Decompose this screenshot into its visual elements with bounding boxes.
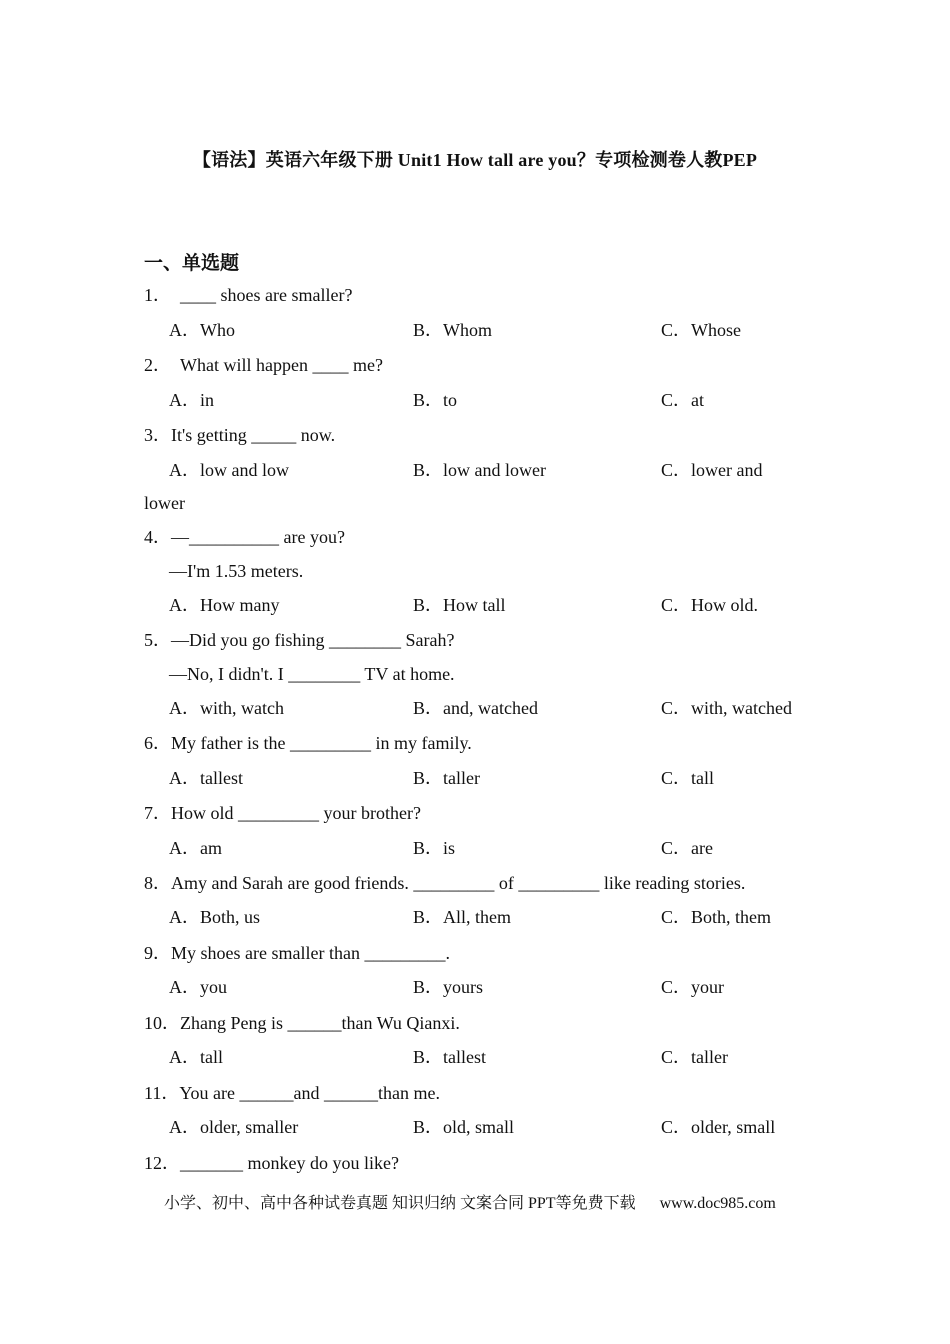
footer-text: 小学、初中、高中各种试卷真题 知识归纳 文案合同 PPT等免费下载 [164,1195,636,1212]
question-7-stem: 7．How old _________ your brother? [144,803,421,823]
footer-url[interactable]: www.doc985.com [659,1195,776,1212]
question-10-stem: 10．Zhang Peng is ______than Wu Qianxi. [144,1013,460,1033]
question-6-option-b: B．taller [413,768,480,788]
question-11-option-c: C．older, small [661,1117,776,1137]
question-6-option-c: C．tall [661,768,714,788]
question-11-stem: 11．You are ______and ______than me. [144,1083,440,1103]
question-6-stem: 6．My father is the _________ in my family. [144,733,472,753]
question-3-option-a: A．low and low [169,460,289,480]
question-7-option-b: B．is [413,838,456,858]
question-9-stem: 9．My shoes are smaller than _________. [144,943,450,963]
question-3-option-b: B．low and lower [413,460,546,480]
question-2-option-b: B．to [413,390,458,410]
question-3-option-c: C．lower and [661,460,763,480]
question-9-option-c: C．your [661,977,724,997]
question-11-option-b: B．old, small [413,1117,515,1137]
question-4-stem: 4．—__________ are you? [144,527,345,547]
question-10-option-c: C．taller [661,1047,728,1067]
question-5-option-c: C．with, watched [661,698,792,718]
question-4-option-a: A．How many [169,595,280,615]
question-3-option-c-continued: lower [144,493,185,513]
question-4-option-c: C．How old. [661,595,759,615]
question-1-stem: 1． ____ shoes are smaller? [144,285,353,305]
page-title: 【语法】英语六年级下册 Unit1 How tall are you？专项检测卷人教PEP [192,150,758,170]
question-11-option-a: A．older, smaller [169,1117,299,1137]
question-9-option-a: A．you [169,977,227,997]
question-3-stem: 3．It's getting _____ now. [144,425,336,445]
question-8-option-a: A．Both, us [169,907,261,927]
question-10-option-a: A．tall [169,1047,223,1067]
section-heading: 一、单选题 [144,253,240,274]
question-5-stem: 5．—Did you go fishing ________ Sarah? [144,630,455,650]
question-2-option-c: C．at [661,390,704,410]
question-8-option-b: B．All, them [413,907,511,927]
question-1-option-c: C．Whose [661,320,741,340]
question-9-option-b: B．yours [413,977,484,997]
question-5-stem-line-2: —No, I didn't. I ________ TV at home. [169,664,455,684]
question-6-option-a: A．tallest [169,768,243,788]
question-4-option-b: B．How tall [413,595,506,615]
question-5-option-a: A．with, watch [169,698,284,718]
question-1-option-b: B．Whom [413,320,492,340]
question-2-stem: 2． What will happen ____ me? [144,355,383,375]
question-12-stem: 12．_______ monkey do you like? [144,1153,399,1173]
page-footer [164,1190,776,1213]
question-2-option-a: A．in [169,390,214,410]
question-10-option-b: B．tallest [413,1047,486,1067]
question-8-option-c: C．Both, them [661,907,772,927]
question-7-option-c: C．are [661,838,713,858]
question-4-stem-line-2: —I'm 1.53 meters. [169,561,304,581]
question-5-option-b: B．and, watched [413,698,538,718]
question-8-stem: 8．Amy and Sarah are good friends. _________ of _________ like reading stories. [144,873,746,893]
question-7-option-a: A．am [169,838,222,858]
question-1-option-a: A．Who [169,320,235,340]
